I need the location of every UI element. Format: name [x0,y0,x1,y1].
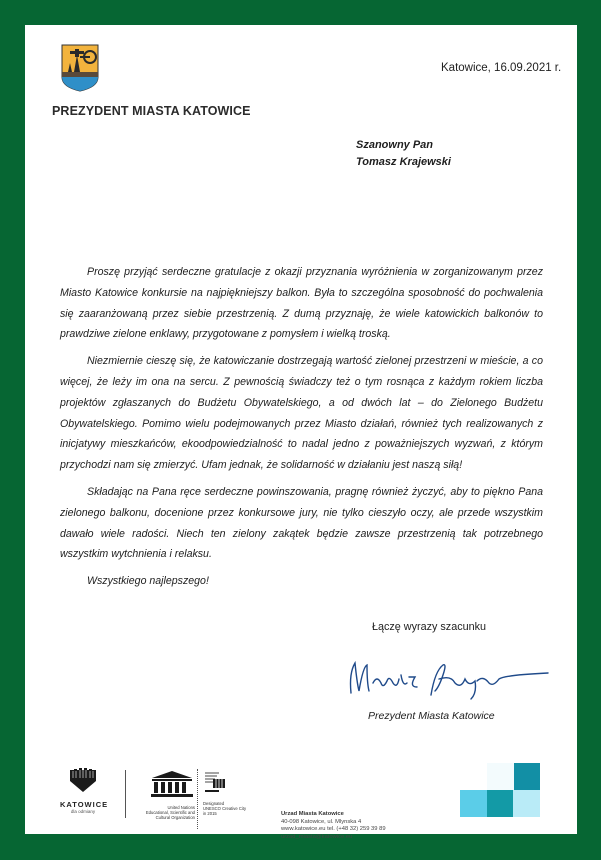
recipient-block [356,137,451,171]
unesco-temple-icon [149,770,195,798]
recipient-salutation: Szanowny Pan [356,139,434,151]
creative-city-text [203,801,253,816]
handwritten-signature-icon [343,653,553,703]
footer-dotted-divider [197,769,198,829]
katowice-coat-of-arms-icon [60,43,100,93]
katowice-heart-logo-icon [68,767,98,793]
body-paragraph: Wszystkiego najlepszego! [87,575,209,588]
unesco-line: Educational, Scientific and [145,810,195,815]
creative-city-line: Designated [203,801,225,806]
music-city-icon [203,770,227,794]
unesco-org-text [135,805,195,820]
unesco-line: Cultural Organization [155,815,195,820]
address-email: urzad_miasta@katowice.eu [281,833,353,840]
closing-regards: Łączę wyrazy szacunku [372,621,487,633]
decor-tile-mid [487,790,514,817]
address-web-phone: www.katowice.eu tel. (+48 32) 259 39 89 [281,826,386,832]
katowice-city-logo [60,767,109,814]
body-paragraph: Proszę przyjąć serdeczne gratulacje z okazji przyznania wyróżnienia w zorganizowanym przez Miasto Katowice konkursie na najpiękniejszy balkon. Była to szczególna sposobność do pochwalenia się zaaranżowaną przez siebie przestrzenią. Z dumą przyznaję, że wiele katowickich balkonów to prawdziwe zielone enklawy, przygotowane z pomysłem i wielką troską. [60,266,543,341]
city-logo-tagline: dla odmiany [70,809,96,814]
decor-tile-pale [513,790,540,817]
city-logo-name: KATOWICE [60,800,109,809]
office-title: PREZYDENT MIASTA KATOWICE [52,104,251,118]
letter-page [25,25,577,840]
body-paragraph: Niezmiernie cieszę się, że katowiczanie dostrzegają wartość zielonej przestrzeni w mieście, a co więcej, że leży im ona na sercu. Z pewnością świadczy też o tym rosnąca z każdym rokiem liczba projektów zgłaszanych do Budżetu Obywatelskiego, a od dwóch lat – do Zielonego Budżetu Obywatelskiego. Pomimo wielu podejmowanych przez Miasto działań, również tych realizowanych z inicjatywy mieszkańców, ekoodpowiedzialność to nadal jedno z poważniejszych wyzwań, z którym przychodzi nam się zmierzyć. Ufam jednak, że solidarność w działaniu jest naszą siłą! [60,355,543,472]
unesco-logo [135,770,195,820]
creative-city-line: UNESCO Creative City [203,806,247,811]
footer-divider [125,770,126,818]
letter-body [60,262,543,598]
decor-tile-light [460,790,487,817]
body-paragraph: Składając na Pana ręce serdeczne powinszowania, pragnę również życzyć, aby to piękno Pana zielonego balkonu, docenione przez konkursowe jury, nie tylko cieszyło oczy, ale przede wszystkim dawało wiele radości. Niech ten zielony zakątek będzie zawsze przestrzenią tak potrzebnego wszystkim wytchnienia i relaksu. [60,485,543,561]
address-street: 40-098 Katowice, ul. Mlynska 4 [281,818,362,825]
date-line: Katowice, 16.09.2021 r. [441,62,562,74]
decor-tile-faint [487,763,514,790]
decor-tile-dark [513,763,540,790]
unesco-line: United Nations [167,805,195,810]
creative-city-logo [203,770,253,816]
office-address [281,811,386,841]
creative-city-line: in 2015 [203,811,217,816]
address-office: Urzad Miasta Katowice [281,811,344,817]
recipient-name: Tomasz Krajewski [356,156,451,168]
signer-title: Prezydent Miasta Katowice [368,710,495,722]
